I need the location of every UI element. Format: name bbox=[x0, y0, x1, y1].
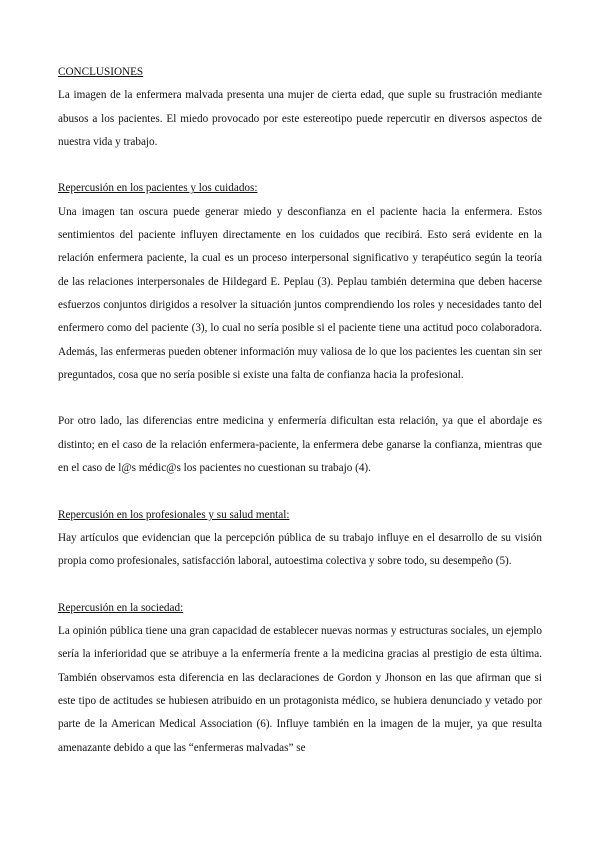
section-heading-pacientes: Repercusión en los pacientes y los cuidados: bbox=[58, 182, 258, 195]
paragraph: Hay artículos que evidencian que la percepción pública de su trabajo influye en el desarrollo de su visión propia como profesionales, satisfacción laboral, autoestima colectiva y sobre todo, su desempeño (5). bbox=[58, 531, 542, 568]
paragraph: Una imagen tan oscura puede generar miedo y desconfianza en el paciente hacia la enfermera. Estos sentimientos del paciente influyen directamente en los cuidados que recibirá. Esto será evidente en la relación enfermera paciente, la cual es un proceso interpersonal significativo y terapéutico según la teoría de las relaciones interpersonales de Hildegard E. Peplau (3). Peplau también determina que deben hacerse esfuerzos conjuntos dirigidos a resolver la situación juntos comprendiendo los roles y necesidades tanto del enfermero como del paciente (3), lo cual no sería posible si el paciente tiene una actitud poco colaboradora. Además, las enfermeras pueden obtener información muy valiosa de lo que los pacientes les cuentan sin ser preguntados, cosa que no sería posible si existe una falta de confianza hacia la profesional. bbox=[58, 205, 542, 381]
document-body bbox=[58, 61, 542, 760]
paragraph-spacer bbox=[58, 480, 542, 503]
paragraph-spacer bbox=[58, 387, 542, 410]
paragraph-spacer bbox=[58, 154, 542, 177]
section-heading-conclusiones: CONCLUSIONES bbox=[58, 66, 144, 78]
paragraph-spacer bbox=[58, 574, 542, 597]
paragraph: La opinión pública tiene una gran capacidad de establecer nuevas normas y estructuras sociales, un ejemplo sería la inferioridad que se atribuye a la enfermería frente a la medicina gracias al prestigio de esta última. También observamos esta diferencia en las declaraciones de Gordon y Jhonson en las que afirman que si este tipo de actitudes se hubiesen atribuido en un protagonista médico, se hubiera denunciado y vetado por parte de la American Medical Association (6). Influye también en la imagen de la mujer, ya que resulta amenazante debido a que las “enfermeras malvadas” se bbox=[58, 625, 542, 754]
paragraph: Por otro lado, las diferencias entre medicina y enfermería dificultan esta relación, ya que el abordaje es distinto; en el caso de la relación enfermera-paciente, la enfermera debe ganarse la confianza, mientras que en el caso de l@s médic@s los pacientes no cuestionan su trabajo (4). bbox=[58, 415, 542, 475]
paragraph: La imagen de la enfermera malvada presenta una mujer de cierta edad, que suple su frustración mediante abusos a los pacientes. El miedo provocado por este estereotipo puede repercutir en diversos aspectos de nuestra vida y trabajo. bbox=[58, 89, 542, 148]
section-heading-profesionales: Repercusión en los profesionales y su salud mental: bbox=[58, 508, 290, 521]
section-heading-sociedad: Repercusión en la sociedad: bbox=[58, 601, 184, 614]
